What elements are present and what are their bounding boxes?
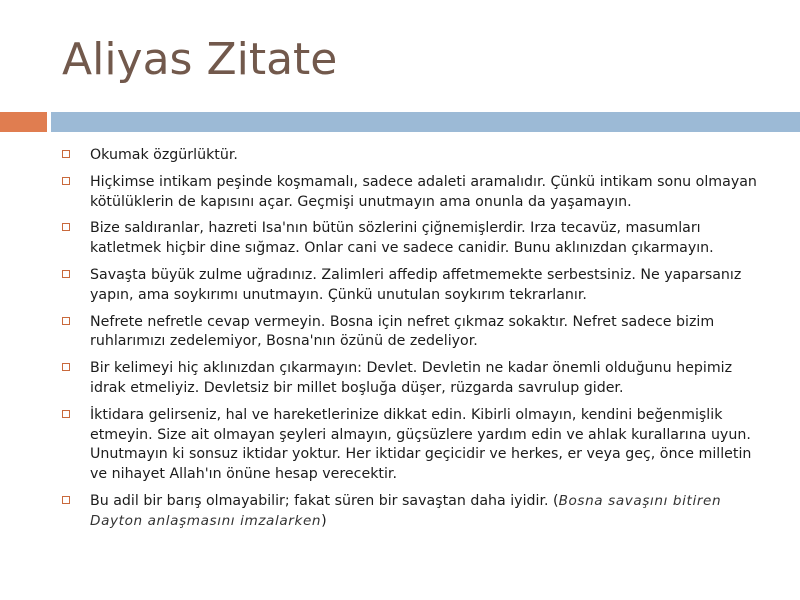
quote-item: [60, 359, 760, 399]
quote-text: Nefrete nefretle cevap vermeyin. Bosna için nefret çıkmaz sokaktır. Nefret sadece bizim ruhlarımızı zedelemiyor, Bosna'nın özünü de zedeliyor.: [90, 313, 715, 350]
quote-item: [60, 219, 760, 259]
quote-item: [60, 266, 760, 306]
quote-close-paren: ): [321, 512, 327, 529]
quote-item-last: [60, 492, 760, 532]
quote-item: [60, 146, 760, 166]
quote-text: İktidara gelirseniz, hal ve hareketlerinize dikkat edin. Kibirli olmayın, kendini beğenmişlik etmeyin. Size ait olmayan şeyleri almayın, güçsüzlere yardım edin ve ahlak kurallarına uyun. Unutmayın ki sonsuz iktidar yoktur. Her iktidar geçicidir ve herkes, er veya geç, önce milletin ve nihayet Allah'ın önüne hesap verecektir.: [90, 406, 752, 483]
title-rule-accent: [0, 112, 47, 132]
quote-text: Bize saldıranlar, hazreti Isa'nın bütün sözlerini çiğnemişlerdir. Irza tecavüz, masumları katletmek hiçbir dine sığmaz. Onlar cani ve sadece canidir. Bunu aklınızdan çıkarmayın.: [90, 220, 714, 257]
slide-title: Aliyas Zitate: [62, 34, 338, 85]
quote-item: [60, 313, 760, 353]
bullet-square-icon: [62, 496, 70, 504]
bullet-square-icon: [62, 363, 70, 371]
quote-text: Hiçkimse intikam peşinde koşmamalı, sadece adaleti aramalıdır. Çünkü intikam sonu olmayan kötülüklerin de kapısını açar. Geçmişi unutmayın ama onunla da yaşamayın.: [90, 173, 757, 210]
quote-text: Bir kelimeyi hiç aklınızdan çıkarmayın: Devlet. Devletin ne kadar önemli olduğunu hepimiz idrak etmeliyiz. Devletsiz bir millet boşluğa düşer, rüzgarda savrulup gider.: [90, 360, 733, 396]
bullet-square-icon: [62, 223, 70, 231]
quote-item: [60, 406, 760, 485]
bullet-square-icon: [62, 317, 70, 325]
quote-source-note: Bosna savaşını bitiren Dayton anlaşmasını imzalarken: [90, 492, 722, 529]
quote-text: Savaşta büyük zulme uğradınız. Zalimleri affedip affetmemekte serbestsiniz. Ne yaparsanız yapın, ama soykırımı unutmayın. Çünkü unutulan soykırım tekrarlanır.: [90, 266, 742, 303]
bullet-square-icon: [62, 410, 70, 418]
bullet-square-icon: [62, 177, 70, 185]
quote-list: [60, 146, 760, 539]
bullet-square-icon: [62, 270, 70, 278]
quote-text: Okumak özgürlüktür.: [90, 147, 238, 163]
title-rule-bar: [51, 112, 800, 132]
bullet-square-icon: [62, 150, 70, 158]
quote-text: Bu adil bir barış olmayabilir; fakat süren bir savaştan daha iyidir. (: [90, 492, 559, 509]
quote-item: [60, 173, 760, 213]
